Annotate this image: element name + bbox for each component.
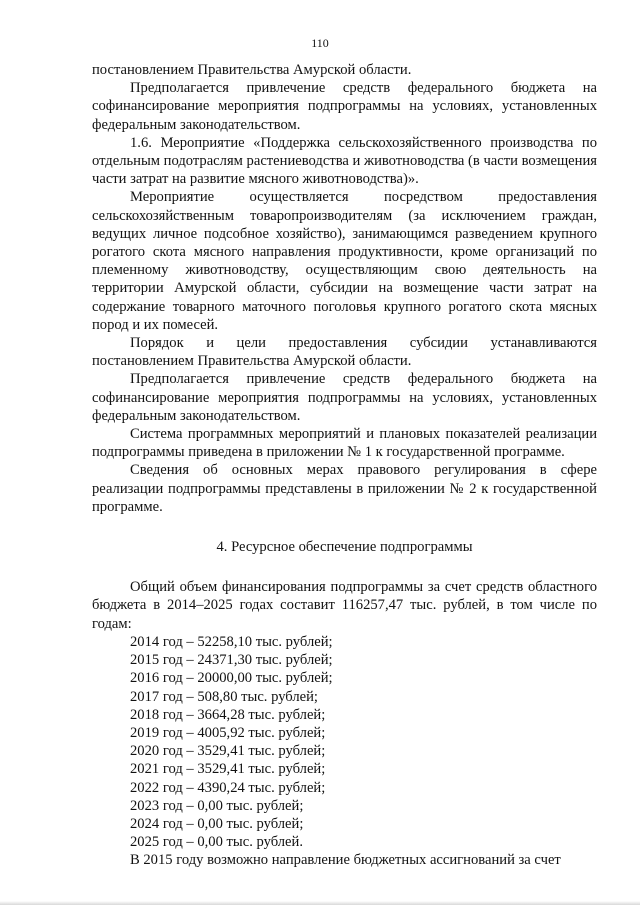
- list-item: 2016 год – 20000,00 тыс. рублей;: [130, 670, 333, 687]
- list-item: 2015 год – 24371,30 тыс. рублей;: [130, 652, 333, 669]
- list-item: 2022 год – 4390,24 тыс. рублей;: [130, 779, 326, 796]
- paragraph: Сведения об основных мерах правового регулирования в сфере реализации подпрограммы представлены в приложении № 2 к государственной программе.: [92, 462, 597, 515]
- paragraph: В 2015 году возможно направление бюджетных ассигнований за счет: [130, 852, 561, 869]
- paragraph: Предполагается привлечение средств федерального бюджета на софинансирование мероприятия подпрограммы на условиях, установленных федеральным законодательством.: [92, 371, 597, 424]
- paragraph: Порядок и цели предоставления субсидии устанавливаются постановлением Правительства Амурской области.: [92, 335, 597, 370]
- list-item: 2024 год – 0,00 тыс. рублей;: [130, 815, 304, 832]
- paragraph: Предполагается привлечение средств федерального бюджета на софинансирование мероприятия подпрограммы на условиях, установленных федеральным законодательством.: [92, 80, 597, 133]
- paragraph: постановлением Правительства Амурской области.: [92, 62, 412, 78]
- list-item: 2025 год – 0,00 тыс. рублей.: [130, 834, 303, 851]
- section-heading: 4. Ресурсное обеспечение подпрограммы: [216, 539, 473, 556]
- paragraph: 1.6. Мероприятие «Поддержка сельскохозяйственного производства по отдельным подотраслям растениеводства и животноводства (в части возмещения части затрат на развитие мясного животноводства)».: [92, 134, 597, 188]
- list-item: 2020 год – 3529,41 тыс. рублей;: [130, 743, 326, 760]
- paragraph: Мероприятие осуществляется посредством предоставления сельскохозяйственным товаропроизводителям (за исключением граждан, ведущих личное подсобное хозяйство), занимающимся разведением крупного рогатого скота мясного направления продуктивности, кроме организаций по племенному животноводству, осуществляющим свою деятельность на территории Амурской области, субсидии на возмещение части затрат на содержание товарного маточного поголовья крупного рогатого скота мясных пород и их помесей.: [92, 189, 597, 333]
- list-item: 2014 год – 52258,10 тыс. рублей;: [130, 633, 333, 650]
- scan-edge: [0, 901, 640, 905]
- list-item: 2019 год – 4005,92 тыс. рублей;: [130, 724, 326, 741]
- document-body: [92, 61, 597, 870]
- list-item: 2018 год – 3664,28 тыс. рублей;: [130, 706, 326, 723]
- list-item: 2021 год – 3529,41 тыс. рублей;: [130, 761, 326, 778]
- funding-by-year-list: [92, 633, 597, 851]
- paragraph: Система программных мероприятий и плановых показателей реализации подпрограммы приведена в приложении № 1 к государственной программе.: [92, 426, 597, 461]
- list-item: 2023 год – 0,00 тыс. рублей;: [130, 797, 304, 814]
- page-number: 110: [311, 36, 329, 50]
- funding-intro: Общий объем финансирования подпрограммы за счет средств областного бюджета в 2014–2025 годах составит 116257,47 тыс. рублей, в том числе по годам:: [92, 579, 597, 632]
- list-item: 2017 год – 508,80 тыс. рублей;: [130, 688, 318, 705]
